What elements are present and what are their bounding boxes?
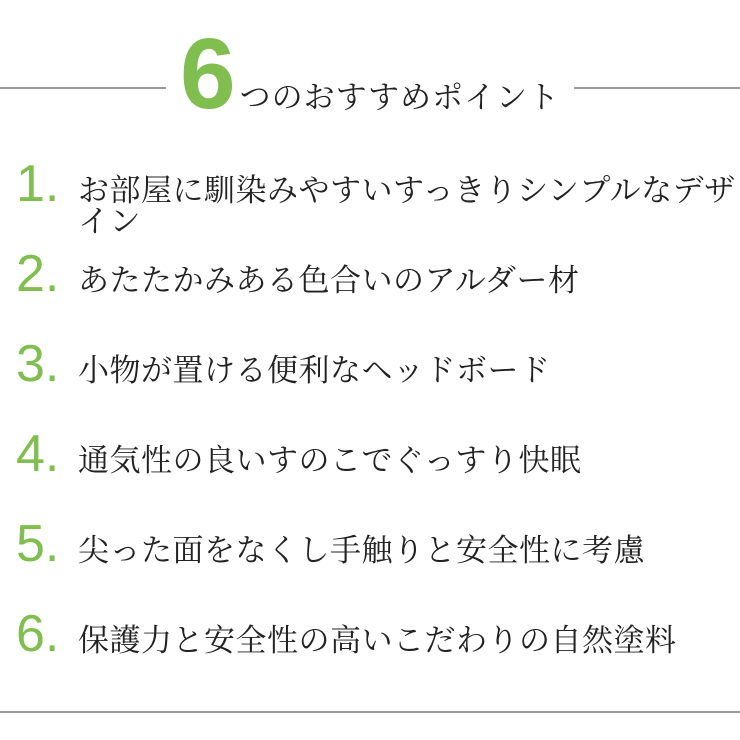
point-number: 5. xyxy=(16,515,60,573)
point-text: お部屋に馴染みやすいすっきりシンプルなデザイン xyxy=(78,173,736,239)
point-text: 保護力と安全性の高いこだわりの自然塗料 xyxy=(78,623,677,658)
point-row-2 xyxy=(0,235,740,325)
page-title: つのおすすめポイント xyxy=(239,80,560,115)
section-header xyxy=(0,0,740,130)
big-six-number: 6 xyxy=(180,18,236,130)
point-number: 2. xyxy=(16,245,60,303)
point-text: 通気性の良いすのこでぐっすり快眠 xyxy=(78,443,582,478)
point-number: 3. xyxy=(16,335,60,393)
point-text: 尖った面をなくし手触りと安全性に考慮 xyxy=(78,533,645,568)
title-wrap xyxy=(166,18,574,130)
point-text: 小物が置ける便利なヘッドボード xyxy=(78,353,551,388)
point-row-5 xyxy=(0,505,740,595)
point-text: あたたかみある色合いのアルダー材 xyxy=(78,263,580,298)
point-row-4 xyxy=(0,415,740,505)
point-row-3 xyxy=(0,325,740,415)
points-list xyxy=(0,145,740,685)
point-row-1 xyxy=(0,145,740,239)
bottom-divider xyxy=(0,711,740,713)
point-number: 4. xyxy=(16,425,60,483)
point-row-6 xyxy=(0,595,740,685)
title-center xyxy=(0,18,740,130)
point-number: 6. xyxy=(16,605,60,663)
point-number: 1. xyxy=(16,155,60,213)
